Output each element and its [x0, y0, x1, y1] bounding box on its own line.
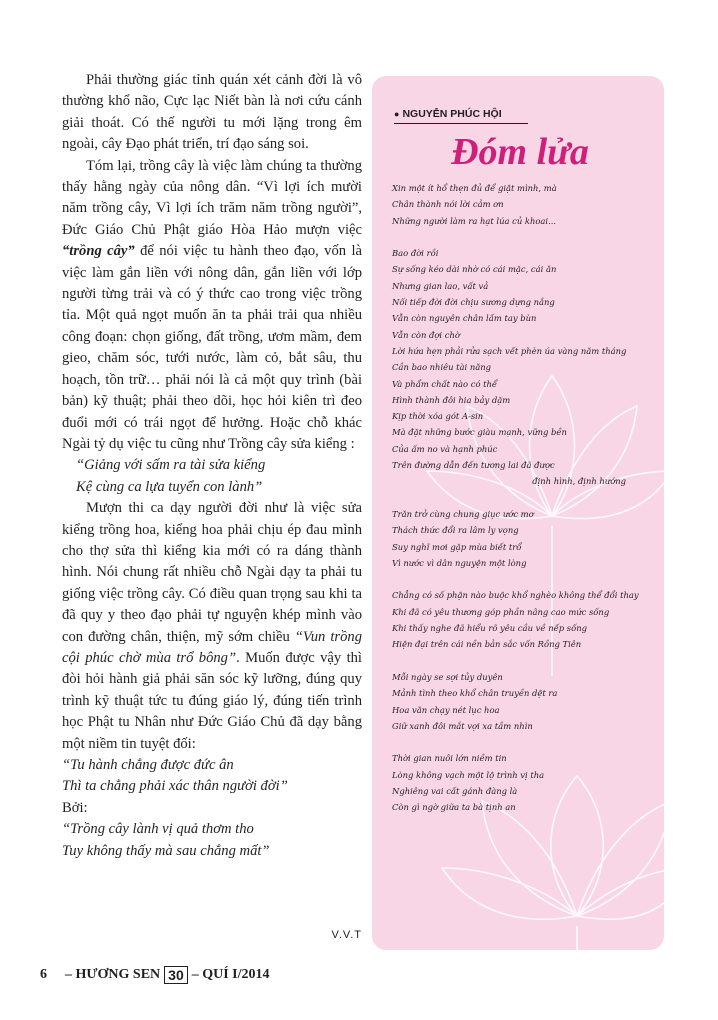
poem-line: Thách thức đổi ra lâm ly vọng: [392, 525, 519, 536]
page-footer: [40, 966, 270, 984]
poem-line: Sự sống kéo dài nhờ có cái mặc, cái ăn: [392, 264, 557, 275]
issue-period: – QUÍ I/2014: [191, 967, 270, 982]
poem-line: Thời gian nuôi lớn niềm tin: [392, 753, 507, 764]
paragraph-1: Phải thường giác tỉnh quán xét cảnh đời là vô thường khổ não, Cực lạc Niết bàn là nơi cứu cánh giải thoát. Có thế người tu mới lặng trong êm ngoài, cây Đạo phát triển, trí đạo sáng soi.: [62, 72, 362, 153]
paragraph-3: Mượn thi ca dạy người đời như là việc sửa kiểng trồng hoa, kiểng hoa phải chịu ép đau mình cho thợ sửa thì kiểng kia mới có ra dáng thành hình. Nói chung rất nhiều chỗ Ngài dạy ta phải tu giống việc trồng cây. Có điều quan trọng sau khi ta đã quy y theo đạo phải tự nguyện khép mình vào con đường chân, thiện, mỹ sớm chiều “Vun trồng cội phúc chờ mùa trổ bông”. Muốn được vậy thì đòi hỏi hành giả phải săn sóc kỹ lưỡng, đúng quy trình kỹ thuật tức tu đúng giáo lý, đúng tiến trình học Phật tu Nhân như Đức Giáo Chủ đã dạy bằng một niềm tin tuyệt đối:: [62, 500, 362, 752]
poem-line: Những người làm ra hạt lúa củ khoai...: [392, 215, 557, 226]
poem-line: Của ấm no và hạnh phúc: [392, 443, 498, 454]
stanza-4: [392, 587, 654, 652]
poem-panel: [372, 76, 664, 950]
quote-1-line-2: Kệ cùng ca lựa tuyển con lành”: [76, 478, 263, 495]
poem-line: Mảnh tình theo khổ chân truyền dệt ra: [392, 688, 558, 699]
stanza-1: [392, 180, 654, 229]
poem-line: Chẳng có số phận nào buộc khổ nghèo không thể đổi thay: [392, 590, 639, 601]
poem-line: Hiện đại trên cái nền bản sắc vốn Rồng Tiên: [392, 639, 582, 650]
poem-line: Mỗi ngày se sợi tủy duyên: [392, 671, 503, 682]
article-signature: V.V.T: [331, 929, 362, 941]
author-underline: [394, 123, 528, 124]
magazine-name: – HƯƠNG SEN: [65, 967, 161, 982]
poem-line: Hoa văn chạy nét lục hoa: [392, 704, 500, 715]
quote-2-line-2: Thì ta chẳng phải xác thân người đời”: [62, 778, 288, 795]
quote-1-line-1: “Giảng với sấm ra tài sửa kiểng: [76, 457, 266, 474]
poem-line: Giữ xanh đôi mắt vợi xa tầm nhìn: [392, 720, 533, 731]
quote-3-line-2: Tuy không thấy mà sau chẳng mất”: [62, 842, 270, 859]
emphasis-vun-trong: “Vun trồng cội phúc chờ mùa trổ bông”: [62, 628, 362, 666]
poem-line: Mà đặt những bước giàu mạnh, vững bền: [392, 427, 567, 438]
poem-author: ● NGUYỄN PHÚC HỘI: [394, 108, 502, 120]
paragraph-2: Tóm lại, trồng cây là việc làm chúng ta thường thấy hằng ngày của nông dân. “Vì lợi ích mười năm trồng cây, Vì lợi ích trăm năm trồng người”, Đức Giáo Chủ Phật giáo Hòa Hảo mượn việc “trồng cây” để nói việc tu hành theo đạo, vốn là việc làm gắn liền với nông dân, gắn liền với lớp người từng trải và có ý thức cao trong việc trồng tỉa. Một quả ngọt muốn ăn ta phải trải qua nhiều công đoạn: chọn giống, đất trồng, ươm mầm, đem gieo, chăm sóc, tưới nước, làm cỏ, bắt sâu, thu hoạch, tồn trữ… phải nói là cả một quy trình (bài bản) kỹ thuật; phải theo dõi, học hỏi kiên trì đeo đuổi mới có trái ngọt để hưởng. Hoặc chỗ khác Ngài tỷ dụ việc tu cũng như Trồng cây sửa kiểng :: [62, 157, 362, 452]
poem-line: Vẫn còn nguyên chân lấm tay bùn: [392, 313, 537, 324]
poem-line: Khi thấy nghe đã hiểu rõ yêu cầu về nếp sống: [392, 623, 587, 634]
poem-line: Nối tiếp đời đời chịu sương dựng nắng: [392, 297, 555, 308]
bullet-icon: ●: [394, 109, 400, 119]
poem-line: Bao đời rồi: [392, 248, 439, 259]
stanza-3: [392, 506, 654, 571]
quote-2-line-1: “Tu hành chẳng được đức ân: [62, 757, 234, 773]
emphasis-trong-cay: “trồng cây”: [62, 243, 135, 260]
poem-line: Vì nước vì dân nguyện một lòng: [392, 557, 527, 568]
poem-line: Vẫn còn đợi chờ: [392, 329, 460, 340]
poem-line: Khi đã có yêu thương góp phần nâng cao mức sống: [392, 606, 610, 617]
poem-line: Kịp thời xóa gót A-sin: [392, 411, 484, 422]
boi-label: Bởi:: [62, 799, 88, 816]
poem-line: Suy nghĩ mơi gặp mùa biết trổ: [392, 541, 522, 552]
poem-line: Lời hứa hẹn phải rửa sạch vết phèn úa vàng năm tháng: [392, 345, 627, 356]
stanza-5: [392, 669, 654, 734]
poem-line: Trên đường dẫn đến tương lai đã được: [392, 460, 555, 471]
page-number: 6: [40, 967, 47, 982]
poem-line: Nhưng gian lao, vất vả: [392, 280, 489, 291]
poem-line: Cần bao nhiêu tài năng: [392, 362, 491, 373]
poem-line: định hình, định hướng: [532, 476, 626, 487]
issue-number: 30: [164, 966, 188, 984]
poem-line: Hình thành đôi hia bảy dặm: [392, 394, 511, 405]
poem-title: Đóm lửa: [451, 131, 589, 173]
stanza-2: [392, 245, 654, 489]
poem-line: Còn gì ngờ giữa ta bà tịnh an: [392, 802, 516, 813]
poem-line: Và phẩm chất nào có thể: [392, 378, 498, 389]
poem-line: Xin một ít hổ thẹn đủ để giật mình, mà: [392, 183, 557, 193]
article-column: [62, 70, 362, 862]
poem-line: Trăn trở cùng chung giục ước mơ: [392, 508, 534, 519]
quote-3-line-1: “Trồng cây lành vị quả thơm tho: [62, 821, 254, 838]
poem-body: [392, 180, 654, 816]
stanza-6: [392, 750, 654, 815]
poem-line: Chân thành nói lời cảm ơn: [392, 199, 504, 210]
poem-line: Nghiêng vai cất gánh đàng là: [392, 785, 518, 796]
poem-line: Lòng không vạch một lộ trình vị tha: [392, 769, 545, 780]
